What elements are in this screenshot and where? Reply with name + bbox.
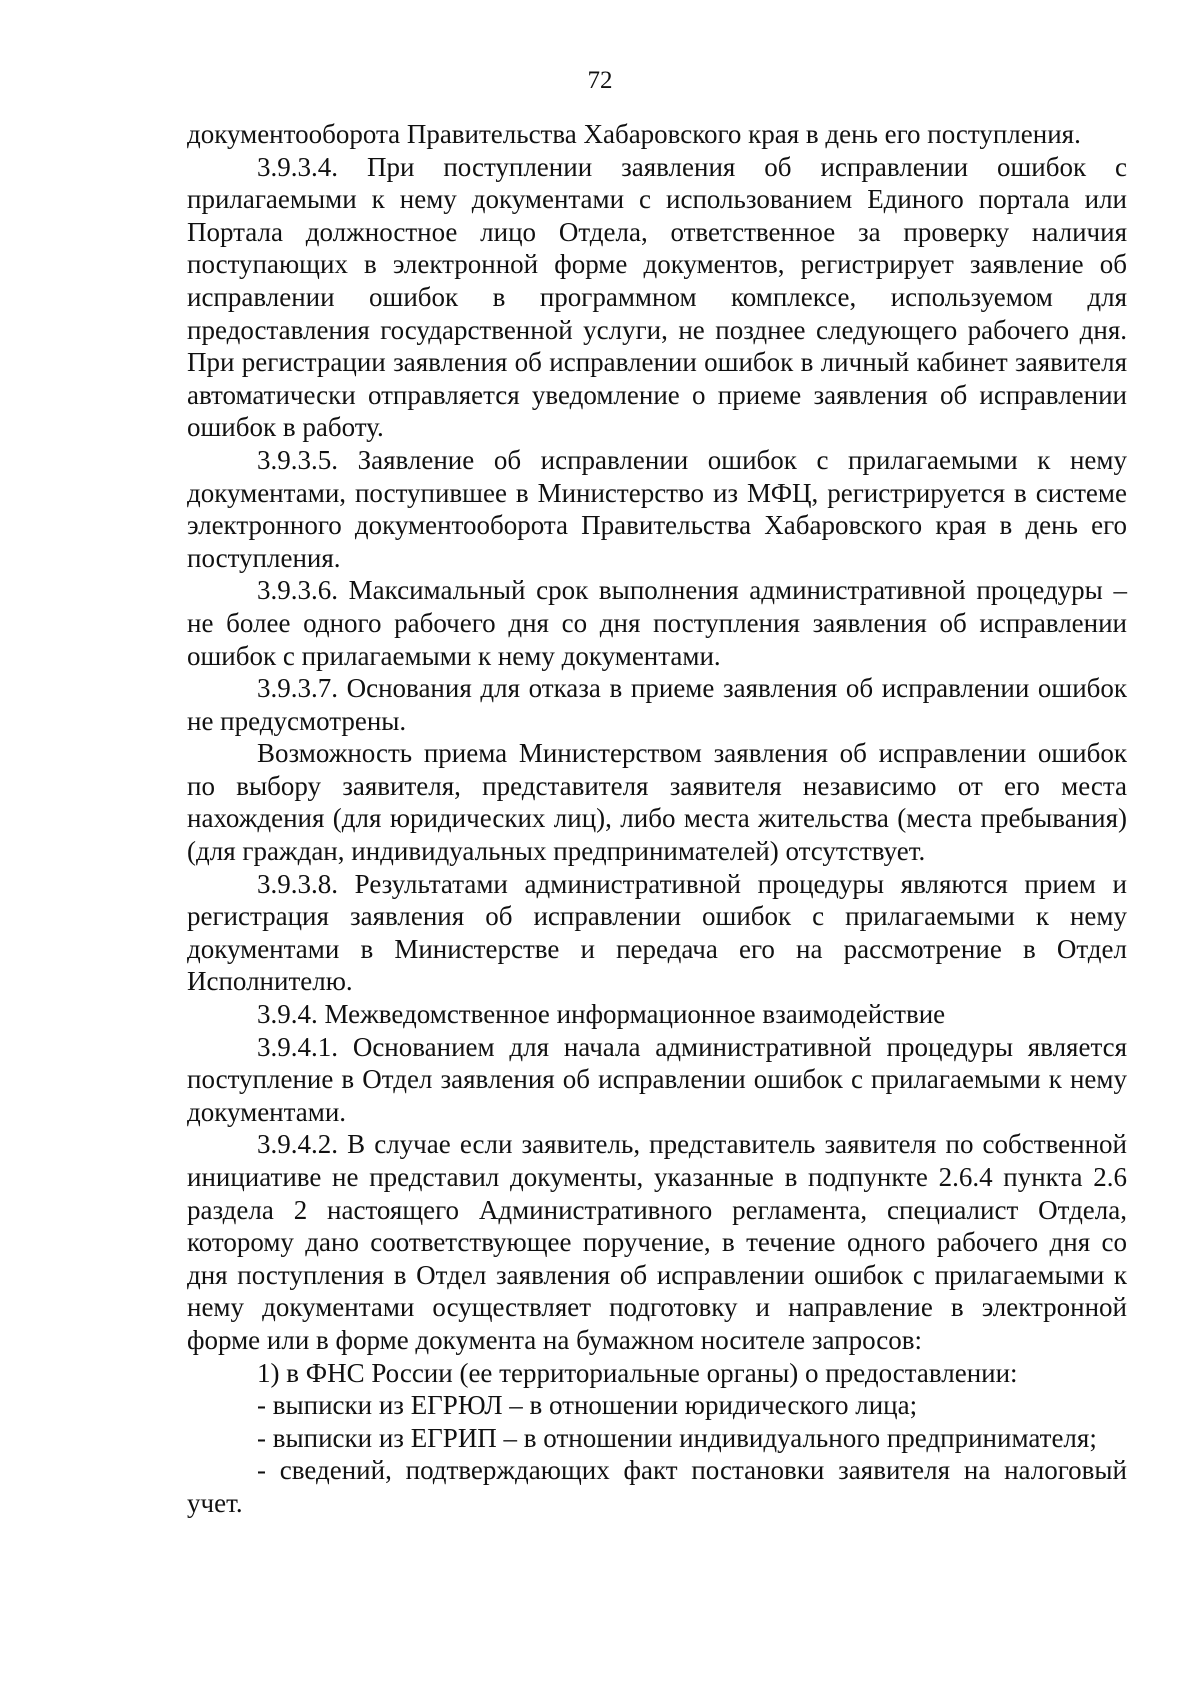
paragraph: 3.9.4. Межведомственное информационное взаимодействие [257,999,946,1030]
list-item: - сведений, подтверждающих факт постановки заявителя на налоговый учет. [187,1455,1127,1518]
paragraph: 3.9.3.5. Заявление об исправлении ошибок с прилагаемыми к нему документами, поступившее в Министерство из МФЦ, регистрируется в системе электронного документооборота Правительства Хабаровского края в день его поступления. [187,444,1127,573]
paragraph: Возможность приема Министерством заявления об исправлении ошибок по выбору заявителя, представителя заявителя независимо от его места нахождения (для юридических лиц), либо места жительства (места пребывания) (для граждан, индивидуальных предпринимателей) отсутствует. [187,738,1127,867]
paragraph: 3.9.4.2. В случае если заявитель, представитель заявителя по собственной инициативе не представил документы, указанные в подпункте 2.6.4 пункта 2.6 раздела 2 настоящего Административного регламента, специалист Отдела, которому дано соответствующее поручение, в течение одного рабочего дня со дня поступления в Отдел заявления об исправлении ошибок с прилагаемыми к нему документами осуществляет подготовку и направление в электронной форме или в форме документа на бумажном носителе запросов: [187,1129,1127,1355]
list-item: 1) в ФНС России (ее территориальные органы) о предоставлении: [257,1357,1018,1388]
paragraph: 3.9.3.6. Максимальный срок выполнения административной процедуры – не более одного рабочего дня со дня поступления заявления об исправлении ошибок с прилагаемыми к нему документами. [187,575,1127,671]
list-item: - выписки из ЕГРИП – в отношении индивидуального предпринимателя; [257,1422,1097,1453]
page-number: 72 [587,67,613,94]
paragraph: 3.9.3.4. При поступлении заявления об исправлении ошибок с прилагаемыми к нему документами с использованием Единого портала или Портала должностное лицо Отдела, ответственное за проверку наличия поступающих в электронной форме документов, регистрирует заявление об исправлении ошибок в программном комплексе, используемом для предоставления государственной услуги, не позднее следующего рабочего дня. При регистрации заявления об исправлении ошибок в личный кабинет заявителя автоматически отправляется уведомление о приеме заявления об исправлении ошибок в работу. [187,151,1127,443]
document-body [187,118,1127,1520]
paragraph: 3.9.3.8. Результатами административной процедуры являются прием и регистрация заявления об исправлении ошибок с прилагаемыми к нему документами в Министерстве и передача его на рассмотрение в Отдел Исполнителю. [187,868,1127,997]
list-item: - выписки из ЕГРЮЛ – в отношении юридического лица; [257,1390,918,1421]
paragraph: 3.9.3.7. Основания для отказа в приеме заявления об исправлении ошибок не предусмотрены. [187,673,1127,736]
paragraph: документооборота Правительства Хабаровского края в день его поступления. [187,119,1081,149]
paragraph: 3.9.4.1. Основанием для начала административной процедуры является поступление в Отдел заявления об исправлении ошибок с прилагаемыми к нему документами. [187,1031,1127,1127]
